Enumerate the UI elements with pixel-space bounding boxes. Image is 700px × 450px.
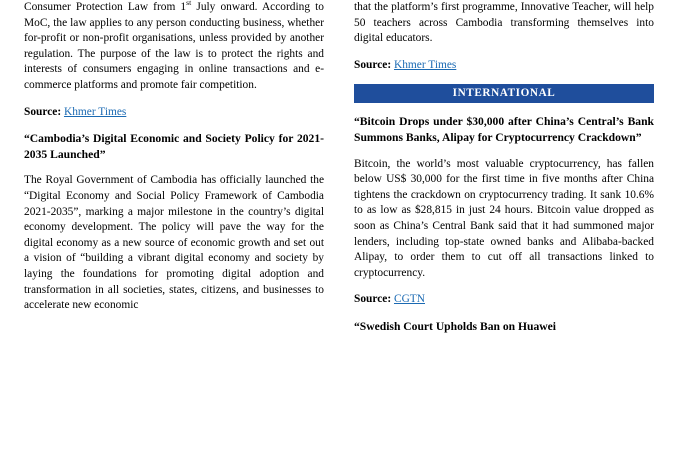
right-paragraph-1: that the platform’s first programme, Innovative Teacher, will help 50 teachers across Cambodia transforming themselves into digital educators. xyxy=(354,1,654,45)
section-header-international: INTERNATIONAL xyxy=(354,84,654,103)
right-source-2-link[interactable]: CGTN xyxy=(393,293,425,306)
two-column-layout xyxy=(24,0,676,450)
left-heading-1: “Cambodia’s Digital Economic and Society Policy for 2021-2035 Launched” xyxy=(24,132,324,161)
right-source-1-label: Source: xyxy=(354,58,392,71)
left-source-1 xyxy=(24,105,324,121)
left-paragraph-1: Consumer Protection Law from 1st July onward. According to MoC, the law applies to any person conducting business, whether for-profit or non-profit organisations, unless provided by another regulation. The purpose of the law is to protect the rights and interests of consumers engaging in online transactions and e-commerce platforms and promote fair competition. xyxy=(24,0,324,91)
right-heading-2: “Swedish Court Upholds Ban on Huawei xyxy=(354,319,556,333)
right-source-2 xyxy=(354,292,654,308)
left-paragraph-2: The Royal Government of Cambodia has officially launched the “Digital Economy and Social Policy Framework of Cambodia 2021-2035”, marking a major milestone in the country’s digital economy development. The policy will pave the way for the digital economy as a new source of economic growth and set out a vision of “building a vibrant digital economy and society by laying the foundations for promoting digital adoption and transformation in all societies, states, citizens, and businesses to accelerate new economic xyxy=(24,174,324,312)
right-source-1-link[interactable]: Khmer Times xyxy=(393,58,457,71)
ordinal-superscript: st xyxy=(186,0,192,8)
right-paragraph-2: Bitcoin, the world’s most valuable cryptocurrency, has fallen below US$ 30,000 for the first time in five months after China tightens the crackdown on cryptocurrency trading. It sank 10.6% to as low as $28,815 in just 24 hours. Bitcoin value dropped as soon as China’s Central Bank said that it had summoned major lenders, including top-state owned banks and Alibaba-backed Alipay, to order them to cut off all transactions linked to cryptocurrency. xyxy=(354,157,654,279)
right-column xyxy=(354,0,654,450)
left-column xyxy=(24,0,324,450)
right-heading-1: “Bitcoin Drops under $30,000 after China’s Central’s Bank Summons Banks, Alipay for Cryptocurrency Crackdown” xyxy=(354,115,654,144)
right-source-1 xyxy=(354,58,654,74)
left-source-1-label: Source: xyxy=(24,105,62,118)
right-source-2-label: Source: xyxy=(354,293,392,306)
left-source-1-link[interactable]: Khmer Times xyxy=(63,105,127,118)
